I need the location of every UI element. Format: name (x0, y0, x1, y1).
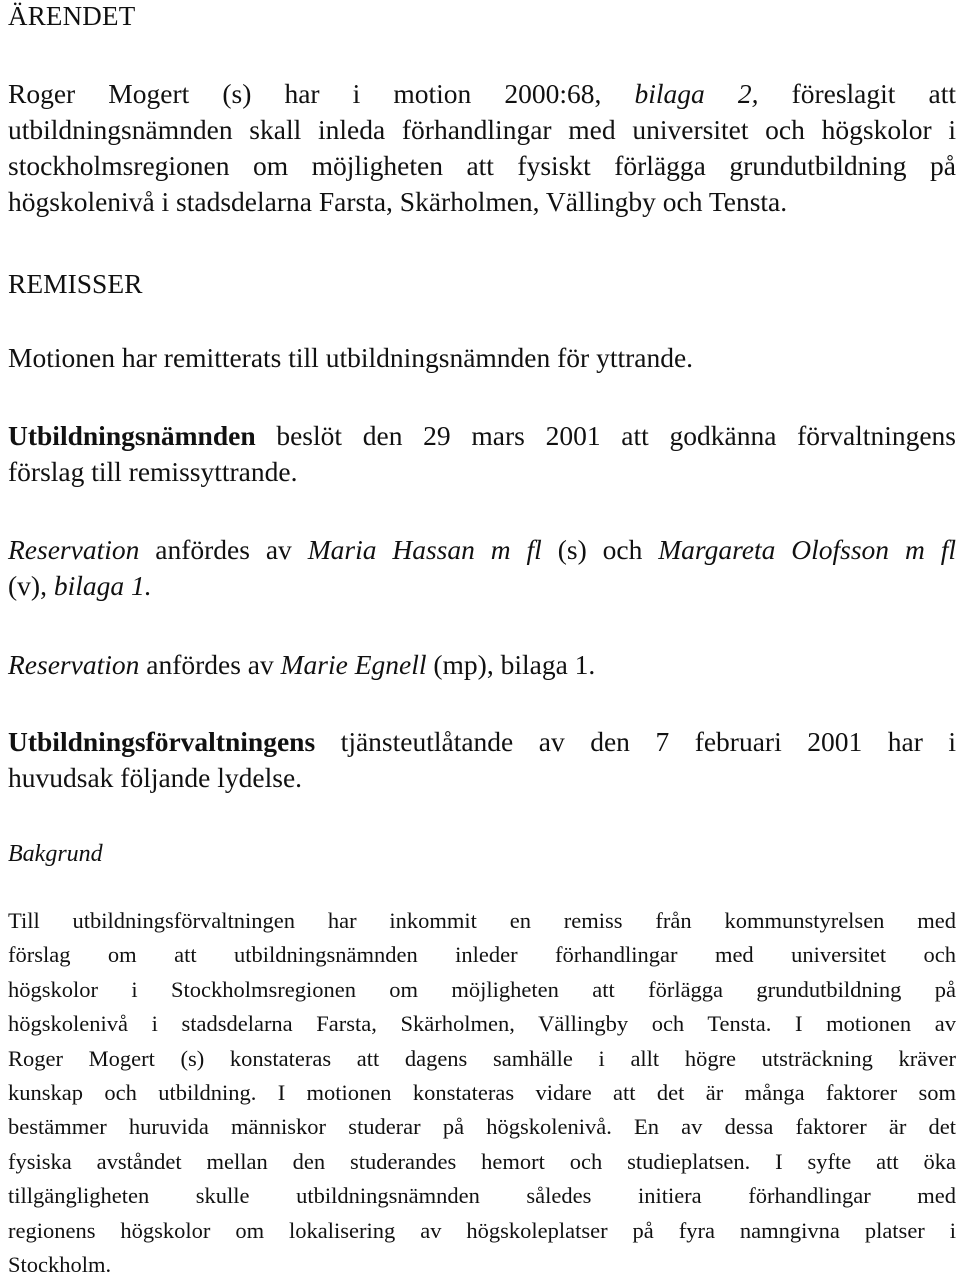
paragraph-line: huvudsak följande lydelse. (8, 762, 303, 793)
paragraph-line: förslag om att utbildningsnämnden inleder förhandlingar med universitet och (8, 942, 956, 968)
member-name: Marie Egnell (280, 649, 427, 680)
paragraph-line: Utbildningsförvaltningens tjänsteutlåtande av den 7 februari 2001 har i (8, 726, 956, 757)
member-name: Margareta Olofsson m fl (658, 534, 957, 565)
paragraph-line: högskolenivå i stadsdelarna Farsta, Skärholmen, Vällingby och Tensta. I motionen av (8, 1011, 956, 1037)
paragraph-motion (8, 76, 956, 220)
paragraph-line: fysiska avståndet mellan den studerandes hemort och studieplatsen. I syfte att öka (8, 1148, 956, 1174)
paragraph-line: stockholmsregionen om möjligheten att fysiskt förlägga grundutbildning på (8, 150, 956, 181)
paragraph-line: tillgängligheten skulle utbildningsnämnden således initiera förhandlingar med (8, 1183, 956, 1209)
paragraph-line: (v), bilaga 1. (8, 570, 152, 601)
paragraph-reservation-2 (8, 647, 956, 683)
paragraph-line: Reservation anfördes av Marie Egnell (mp), bilaga 1. (8, 649, 596, 680)
section-heading-remisser: REMISSER (8, 268, 143, 299)
document-page (8, 0, 956, 1280)
paragraph-line: Roger Mogert (s) konstateras att dagens samhälle i allt högre utsträckning kräver (8, 1045, 956, 1071)
paragraph-line: Roger Mogert (s) har i motion 2000:68, bilaga 2, föreslagit att (8, 78, 956, 109)
paragraph-line: kunskap och utbildning. I motionen konstateras vidare att det är många faktorer som (8, 1080, 956, 1106)
paragraph-remitted: Motionen har remitterats till utbildningsnämnden för yttrande. (8, 342, 694, 373)
member-name: Maria Hassan m fl (307, 534, 542, 565)
paragraph-background (8, 904, 956, 1282)
paragraph-line: Stockholm. (8, 1252, 112, 1278)
paragraph-line: utbildningsnämnden skall inleda förhandlingar med universitet och högskolor i (8, 114, 956, 145)
paragraph-line: Till utbildningsförvaltningen har inkommit en remiss från kommunstyrelsen med (8, 908, 956, 933)
paragraph-line: högskolor i Stockholmsregionen om möjligheten att förlägga grundutbildning på (8, 976, 956, 1002)
paragraph-line: högskolenivå i stadsdelarna Farsta, Skärholmen, Vällingby och Tensta. (8, 186, 788, 217)
paragraph-line: förslag till remissyttrande. (8, 456, 298, 487)
section-heading-bakgrund: Bakgrund (8, 841, 103, 867)
paragraph-statement-intro (8, 724, 956, 796)
paragraph-line: regionens högskolor om lokalisering av högskoleplatser på fyra namngivna platser i (8, 1217, 956, 1243)
paragraph-line: Reservation anfördes av Maria Hassan m fl (s) och Margareta Olofsson m fl (8, 534, 957, 565)
attachment-reference: bilaga 1. (53, 570, 152, 601)
section-heading-arendet: ÄRENDET (8, 1, 136, 31)
paragraph-line: bestämmer huruvida människor studerar på högskolenivå. En av dessa faktorer är det (8, 1114, 956, 1140)
administration-name: Utbildningsförvaltningens (8, 726, 316, 757)
paragraph-reservation-1 (8, 532, 956, 604)
board-name: Utbildningsnämnden (8, 420, 256, 451)
attachment-reference: bilaga 2, (634, 78, 759, 109)
paragraph-line: Utbildningsnämnden beslöt den 29 mars 2001 att godkänna förvaltningens (8, 420, 956, 451)
paragraph-board-decision (8, 418, 956, 490)
